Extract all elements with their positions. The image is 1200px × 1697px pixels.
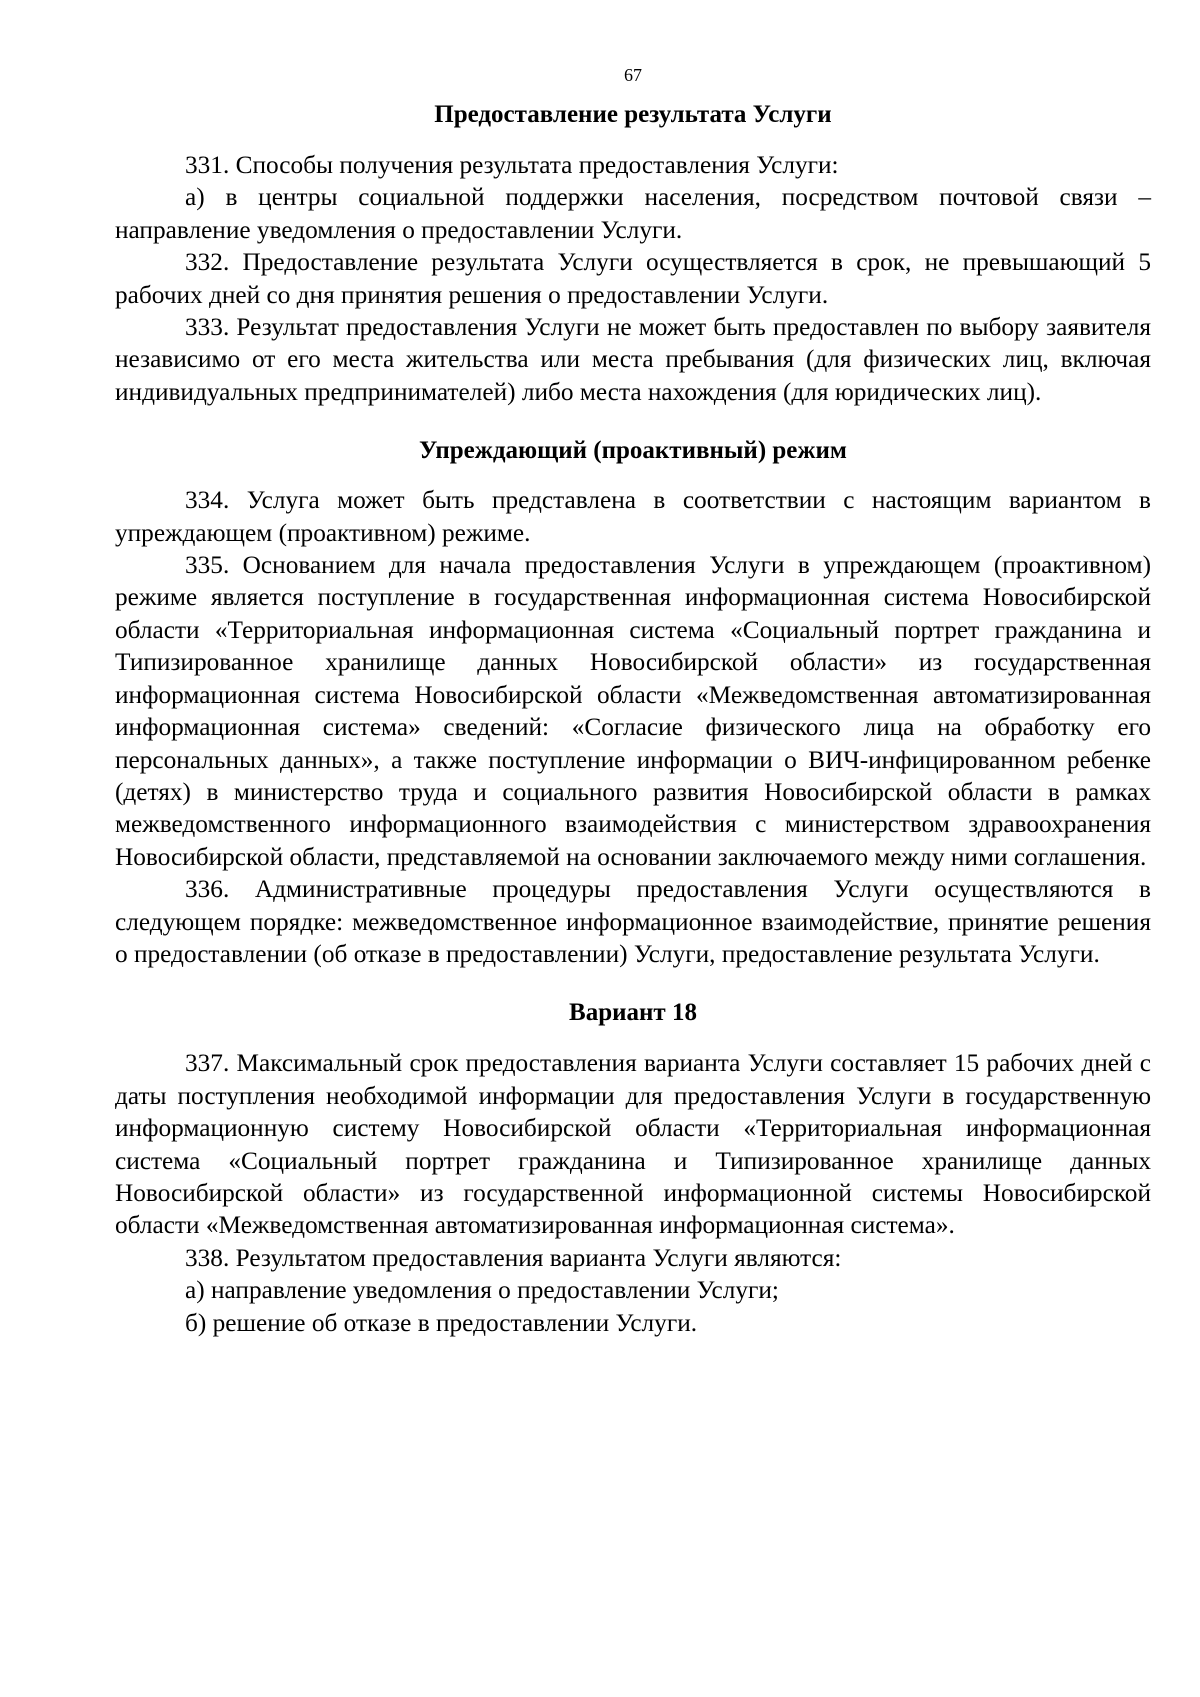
section-proactive-mode: [115, 434, 1151, 970]
page-content: [115, 62, 1151, 1339]
paragraph: а) направление уведомления о предоставлении Услуги;: [185, 1276, 779, 1305]
section-result-provision: [115, 98, 1151, 408]
paragraph: 331. Способы получения результата предоставления Услуги:: [185, 151, 839, 179]
page-number: 67: [624, 65, 642, 85]
section-heading: Вариант 18: [569, 999, 697, 1027]
section-heading: Предоставление результата Услуги: [434, 101, 832, 128]
paragraph: 337. Максимальный срок предоставления варианта Услуги составляет 15 рабочих дней с даты поступления необходимой информации для предоставления Услуги в государственную информационную систему Новосибирской области «Территориальная информационная система «Социальный портрет гражданина и Типизированное хранилище данных Новосибирской области» из государственной информационной системы Новосибирской области «Межведомственная автоматизированная информационная система».: [115, 1049, 1151, 1240]
paragraph: 334. Услуга может быть представлена в соответствии с настоящим вариантом в упреждающем (проактивном) режиме.: [115, 486, 1151, 547]
section-variant-18: [115, 996, 1151, 1339]
paragraph: 338. Результатом предоставления варианта Услуги являются:: [185, 1243, 842, 1272]
paragraph: 335. Основанием для начала предоставления Услуги в упреждающем (проактивном) режиме является поступление в государственная информационная система Новосибирской области «Территориальная информационная система «Социальный портрет гражданина и Типизированное хранилище данных Новосибирской области» из государственная информационная система Новосибирской области «Межведомственная автоматизированная информационная система» сведений: «Согласие физического лица на обработку его персональных данных», а также поступление информации о ВИЧ-инфицированном ребенке (детях) в министерство труда и социального развития Новосибирской области в рамках межведомственного информационного взаимодействия с министерством здравоохранения Новосибирской области, представляемой на основании заключаемого между ними соглашения.: [115, 551, 1151, 871]
paragraph: 336. Административные процедуры предоставления Услуги осуществляются в следующем порядке: межведомственное информационное взаимодействие, принятие решения о предоставлении (об отказе в предоставлении) Услуги, предоставление результата Услуги.: [115, 875, 1151, 968]
paragraph: 333. Результат предоставления Услуги не может быть предоставлен по выбору заявителя независимо от его места жительства или места пребывания (для физических лиц, включая индивидуальных предпринимателей) либо места нахождения (для юридических лиц).: [115, 313, 1151, 406]
paragraph: б) решение об отказе в предоставлении Услуги.: [185, 1308, 698, 1337]
paragraph: а) в центры социальной поддержки населения, посредством почтовой связи – направление уведомления о предоставлении Услуги.: [115, 183, 1151, 244]
paragraph: 332. Предоставление результата Услуги осуществляется в срок, не превышающий 5 рабочих дней со дня принятия решения о предоставлении Услуги.: [115, 248, 1151, 309]
section-heading: Упреждающий (проактивный) режим: [419, 437, 847, 465]
